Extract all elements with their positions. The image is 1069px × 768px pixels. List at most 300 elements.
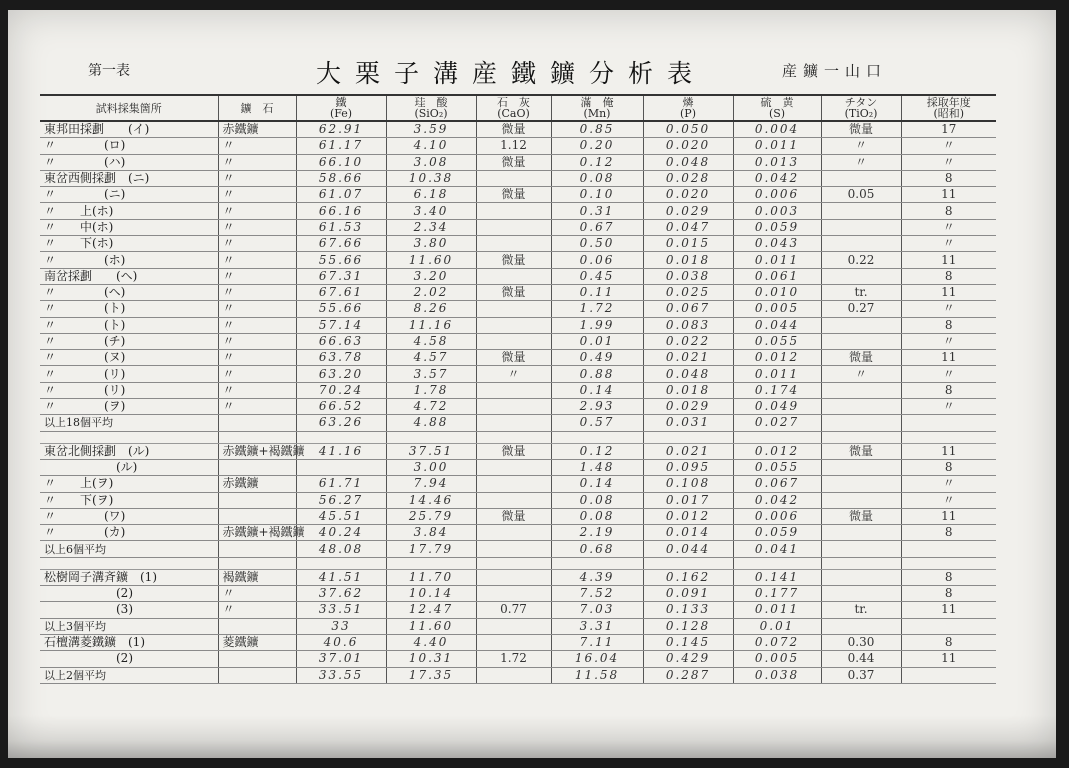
average-row bbox=[40, 667, 996, 683]
cell-s: 0.006 bbox=[733, 187, 821, 203]
cell-ore-type: 〃 bbox=[218, 138, 296, 154]
spacer-cell bbox=[296, 431, 386, 443]
cell-s: 0.072 bbox=[733, 634, 821, 650]
cell-ore-type bbox=[218, 618, 296, 634]
cell-mn: 11.58 bbox=[551, 667, 643, 683]
cell-p: 0.029 bbox=[643, 399, 733, 415]
cell-mn: 0.31 bbox=[551, 203, 643, 219]
cell-fe: 67.31 bbox=[296, 268, 386, 284]
cell-cao bbox=[476, 525, 551, 541]
cell-year: 11 bbox=[901, 443, 996, 459]
cell-year: 8 bbox=[901, 586, 996, 602]
cell-sample-location: 〃 上(ヲ) bbox=[40, 476, 218, 492]
column-header bbox=[296, 95, 386, 121]
cell-ore-type bbox=[218, 541, 296, 557]
cell-year: 〃 bbox=[901, 301, 996, 317]
spacer-cell bbox=[476, 431, 551, 443]
cell-sample-location: 松樹岡子溝斉鑛 (1) bbox=[40, 569, 218, 585]
cell-tio2: 微量 bbox=[821, 443, 901, 459]
cell-p: 0.162 bbox=[643, 569, 733, 585]
cell-p: 0.048 bbox=[643, 366, 733, 382]
table-row bbox=[40, 459, 996, 475]
table-row bbox=[40, 492, 996, 508]
cell-fe: 61.71 bbox=[296, 476, 386, 492]
cell-p: 0.021 bbox=[643, 350, 733, 366]
cell-p: 0.050 bbox=[643, 121, 733, 138]
cell-s: 0.005 bbox=[733, 651, 821, 667]
column-header-label: 珪 酸 bbox=[414, 96, 448, 109]
cell-year: 11 bbox=[901, 602, 996, 618]
spacer-cell bbox=[821, 431, 901, 443]
cell-mn: 0.08 bbox=[551, 492, 643, 508]
cell-year: 17 bbox=[901, 121, 996, 138]
table-row bbox=[40, 569, 996, 585]
cell-mn: 0.12 bbox=[551, 443, 643, 459]
cell-sample-location: 以上18個平均 bbox=[40, 415, 218, 431]
cell-cao bbox=[476, 268, 551, 284]
table-row bbox=[40, 301, 996, 317]
cell-year: 8 bbox=[901, 268, 996, 284]
cell-mn: 7.11 bbox=[551, 634, 643, 650]
table-row bbox=[40, 382, 996, 398]
cell-sio2: 4.10 bbox=[386, 138, 476, 154]
cell-year: 〃 bbox=[901, 476, 996, 492]
cell-fe: 66.10 bbox=[296, 154, 386, 170]
table-row-spacer bbox=[40, 557, 996, 569]
column-header-label: チタン bbox=[844, 96, 878, 109]
cell-p: 0.021 bbox=[643, 443, 733, 459]
cell-tio2: 〃 bbox=[821, 366, 901, 382]
cell-cao bbox=[476, 170, 551, 186]
cell-fe: 61.07 bbox=[296, 187, 386, 203]
cell-mn: 0.11 bbox=[551, 284, 643, 300]
cell-year: 8 bbox=[901, 203, 996, 219]
cell-sample-location: 〃 (ヲ) bbox=[40, 399, 218, 415]
table-row bbox=[40, 443, 996, 459]
cell-ore-type: 〃 bbox=[218, 366, 296, 382]
cell-sio2: 4.88 bbox=[386, 415, 476, 431]
cell-year: 〃 bbox=[901, 219, 996, 235]
column-header-label: 鑛 石 bbox=[240, 101, 274, 115]
page-subtitle: 産鑛一山口 bbox=[782, 62, 888, 80]
cell-s: 0.013 bbox=[733, 154, 821, 170]
cell-tio2 bbox=[821, 525, 901, 541]
cell-tio2 bbox=[821, 333, 901, 349]
cell-year: 〃 bbox=[901, 236, 996, 252]
column-header-formula: (CaO) bbox=[497, 107, 530, 120]
cell-cao bbox=[476, 333, 551, 349]
cell-sample-location: 〃 (ト) bbox=[40, 317, 218, 333]
cell-cao: 微量 bbox=[476, 508, 551, 524]
cell-sample-location: 以上3個平均 bbox=[40, 618, 218, 634]
table-row bbox=[40, 203, 996, 219]
cell-sio2: 17.35 bbox=[386, 667, 476, 683]
cell-ore-type: 赤鐵鑛 bbox=[218, 476, 296, 492]
cell-s: 0.177 bbox=[733, 586, 821, 602]
cell-s: 0.003 bbox=[733, 203, 821, 219]
cell-sio2: 14.46 bbox=[386, 492, 476, 508]
table-row-spacer bbox=[40, 431, 996, 443]
cell-fe: 48.08 bbox=[296, 541, 386, 557]
cell-sample-location: 東岔北側採劃 (ル) bbox=[40, 443, 218, 459]
spacer-cell bbox=[551, 431, 643, 443]
cell-ore-type: 〃 bbox=[218, 350, 296, 366]
cell-fe: 61.53 bbox=[296, 219, 386, 235]
cell-ore-type bbox=[218, 415, 296, 431]
cell-mn: 0.14 bbox=[551, 382, 643, 398]
cell-cao bbox=[476, 541, 551, 557]
spacer-cell bbox=[386, 431, 476, 443]
cell-mn: 0.88 bbox=[551, 366, 643, 382]
table-row bbox=[40, 317, 996, 333]
cell-p: 0.429 bbox=[643, 651, 733, 667]
cell-p: 0.083 bbox=[643, 317, 733, 333]
cell-tio2 bbox=[821, 219, 901, 235]
cell-p: 0.017 bbox=[643, 492, 733, 508]
cell-sio2: 3.40 bbox=[386, 203, 476, 219]
cell-fe: 56.27 bbox=[296, 492, 386, 508]
cell-mn: 0.06 bbox=[551, 252, 643, 268]
cell-s: 0.059 bbox=[733, 525, 821, 541]
cell-s: 0.043 bbox=[733, 236, 821, 252]
cell-sample-location: 〃 中(ホ) bbox=[40, 219, 218, 235]
cell-sio2: 3.59 bbox=[386, 121, 476, 138]
cell-tio2: tr. bbox=[821, 602, 901, 618]
cell-cao: 微量 bbox=[476, 187, 551, 203]
cell-sio2: 2.02 bbox=[386, 284, 476, 300]
cell-year: 11 bbox=[901, 187, 996, 203]
cell-ore-type: 〃 bbox=[218, 268, 296, 284]
cell-s: 0.011 bbox=[733, 138, 821, 154]
column-header-label: 燐 bbox=[682, 96, 694, 109]
cell-sample-location: (3) bbox=[40, 602, 218, 618]
average-row bbox=[40, 541, 996, 557]
cell-mn: 7.03 bbox=[551, 602, 643, 618]
cell-ore-type: 〃 bbox=[218, 317, 296, 333]
cell-p: 0.287 bbox=[643, 667, 733, 683]
cell-tio2 bbox=[821, 399, 901, 415]
cell-sample-location: (2) bbox=[40, 586, 218, 602]
cell-sample-location: 〃 (リ) bbox=[40, 366, 218, 382]
cell-ore-type: 〃 bbox=[218, 154, 296, 170]
average-row bbox=[40, 415, 996, 431]
table-row bbox=[40, 476, 996, 492]
column-header bbox=[386, 95, 476, 121]
cell-s: 0.012 bbox=[733, 443, 821, 459]
cell-tio2 bbox=[821, 382, 901, 398]
cell-mn: 7.52 bbox=[551, 586, 643, 602]
cell-sio2: 25.79 bbox=[386, 508, 476, 524]
cell-fe: 63.26 bbox=[296, 415, 386, 431]
cell-cao bbox=[476, 569, 551, 585]
cell-sio2: 4.72 bbox=[386, 399, 476, 415]
cell-s: 0.011 bbox=[733, 252, 821, 268]
spacer-cell bbox=[643, 431, 733, 443]
cell-ore-type: 赤鐵鑛+褐鐵鑛 bbox=[218, 525, 296, 541]
cell-cao bbox=[476, 459, 551, 475]
cell-sio2: 1.78 bbox=[386, 382, 476, 398]
cell-year: 〃 bbox=[901, 399, 996, 415]
spacer-cell bbox=[551, 557, 643, 569]
cell-s: 0.042 bbox=[733, 170, 821, 186]
cell-fe: 66.63 bbox=[296, 333, 386, 349]
cell-fe: 33 bbox=[296, 618, 386, 634]
cell-p: 0.128 bbox=[643, 618, 733, 634]
cell-sample-location: 〃 (リ) bbox=[40, 382, 218, 398]
spacer-cell bbox=[40, 431, 218, 443]
cell-s: 0.011 bbox=[733, 366, 821, 382]
cell-mn: 0.14 bbox=[551, 476, 643, 492]
cell-cao bbox=[476, 415, 551, 431]
cell-cao: 0.77 bbox=[476, 602, 551, 618]
cell-fe: 40.24 bbox=[296, 525, 386, 541]
cell-year: 11 bbox=[901, 350, 996, 366]
cell-fe: 58.66 bbox=[296, 170, 386, 186]
spacer-cell bbox=[218, 557, 296, 569]
cell-tio2: 〃 bbox=[821, 154, 901, 170]
cell-fe bbox=[296, 459, 386, 475]
cell-fe: 66.16 bbox=[296, 203, 386, 219]
spacer-cell bbox=[821, 557, 901, 569]
cell-ore-type: 〃 bbox=[218, 203, 296, 219]
column-header bbox=[821, 95, 901, 121]
table-row bbox=[40, 154, 996, 170]
cell-tio2: 0.27 bbox=[821, 301, 901, 317]
table-row bbox=[40, 138, 996, 154]
cell-fe: 63.78 bbox=[296, 350, 386, 366]
average-row bbox=[40, 618, 996, 634]
cell-tio2 bbox=[821, 203, 901, 219]
cell-s: 0.044 bbox=[733, 317, 821, 333]
cell-mn: 0.85 bbox=[551, 121, 643, 138]
cell-sample-location: 石檀溝菱鐵鑛 (1) bbox=[40, 634, 218, 650]
cell-sample-location: (ル) bbox=[40, 459, 218, 475]
cell-cao: 微量 bbox=[476, 121, 551, 138]
cell-sample-location: 〃 (カ) bbox=[40, 525, 218, 541]
cell-fe: 33.55 bbox=[296, 667, 386, 683]
cell-year bbox=[901, 415, 996, 431]
cell-tio2: 微量 bbox=[821, 508, 901, 524]
cell-sio2: 6.18 bbox=[386, 187, 476, 203]
cell-mn: 0.01 bbox=[551, 333, 643, 349]
cell-cao bbox=[476, 476, 551, 492]
cell-ore-type bbox=[218, 651, 296, 667]
cell-s: 0.011 bbox=[733, 602, 821, 618]
spacer-cell bbox=[476, 557, 551, 569]
cell-fe: 61.17 bbox=[296, 138, 386, 154]
cell-mn: 0.49 bbox=[551, 350, 643, 366]
column-header-formula: (SiO₂) bbox=[414, 107, 448, 120]
cell-sio2: 17.79 bbox=[386, 541, 476, 557]
table-row bbox=[40, 366, 996, 382]
table-number: 第一表 bbox=[88, 63, 130, 79]
cell-sio2: 3.57 bbox=[386, 366, 476, 382]
cell-s: 0.004 bbox=[733, 121, 821, 138]
cell-year: 11 bbox=[901, 284, 996, 300]
cell-s: 0.055 bbox=[733, 333, 821, 349]
cell-tio2: 0.22 bbox=[821, 252, 901, 268]
cell-fe: 41.16 bbox=[296, 443, 386, 459]
column-header-formula: (Fe) bbox=[329, 107, 353, 120]
cell-fe: 70.24 bbox=[296, 382, 386, 398]
cell-p: 0.145 bbox=[643, 634, 733, 650]
table-row bbox=[40, 602, 996, 618]
cell-year: 11 bbox=[901, 252, 996, 268]
cell-fe: 63.20 bbox=[296, 366, 386, 382]
cell-year: 8 bbox=[901, 634, 996, 650]
cell-sample-location: 以上2個平均 bbox=[40, 667, 218, 683]
cell-fe: 45.51 bbox=[296, 508, 386, 524]
cell-ore-type: 〃 bbox=[218, 586, 296, 602]
cell-ore-type: 〃 bbox=[218, 219, 296, 235]
table-row bbox=[40, 525, 996, 541]
cell-sample-location: 〃 上(ホ) bbox=[40, 203, 218, 219]
cell-cao: 微量 bbox=[476, 252, 551, 268]
table-row bbox=[40, 508, 996, 524]
cell-sio2: 3.20 bbox=[386, 268, 476, 284]
cell-cao: 微量 bbox=[476, 350, 551, 366]
cell-sio2: 2.34 bbox=[386, 219, 476, 235]
cell-sio2: 4.58 bbox=[386, 333, 476, 349]
table-row bbox=[40, 236, 996, 252]
table-row bbox=[40, 634, 996, 650]
cell-s: 0.174 bbox=[733, 382, 821, 398]
cell-tio2: 〃 bbox=[821, 138, 901, 154]
cell-tio2: 微量 bbox=[821, 121, 901, 138]
cell-year: 〃 bbox=[901, 154, 996, 170]
cell-s: 0.059 bbox=[733, 219, 821, 235]
cell-sample-location: 東岔西側採劃 (ニ) bbox=[40, 170, 218, 186]
cell-year bbox=[901, 618, 996, 634]
cell-sample-location: 〃 下(ヲ) bbox=[40, 492, 218, 508]
cell-mn: 0.12 bbox=[551, 154, 643, 170]
cell-year: 11 bbox=[901, 508, 996, 524]
cell-sio2: 11.60 bbox=[386, 618, 476, 634]
cell-p: 0.133 bbox=[643, 602, 733, 618]
spacer-cell bbox=[40, 557, 218, 569]
cell-mn: 1.72 bbox=[551, 301, 643, 317]
cell-p: 0.048 bbox=[643, 154, 733, 170]
cell-s: 0.038 bbox=[733, 667, 821, 683]
cell-year: 8 bbox=[901, 317, 996, 333]
cell-tio2 bbox=[821, 236, 901, 252]
cell-mn: 4.39 bbox=[551, 569, 643, 585]
column-header bbox=[40, 95, 218, 121]
table-row bbox=[40, 187, 996, 203]
cell-s: 0.012 bbox=[733, 350, 821, 366]
cell-cao bbox=[476, 492, 551, 508]
cell-mn: 0.08 bbox=[551, 170, 643, 186]
table-row bbox=[40, 333, 996, 349]
spacer-cell bbox=[386, 557, 476, 569]
cell-p: 0.028 bbox=[643, 170, 733, 186]
table-row bbox=[40, 284, 996, 300]
cell-sio2: 37.51 bbox=[386, 443, 476, 459]
cell-fe: 37.01 bbox=[296, 651, 386, 667]
cell-fe: 62.91 bbox=[296, 121, 386, 138]
cell-year bbox=[901, 667, 996, 683]
column-header-label: 鐵 bbox=[335, 96, 347, 109]
cell-year: 〃 bbox=[901, 492, 996, 508]
cell-tio2 bbox=[821, 476, 901, 492]
cell-s: 0.061 bbox=[733, 268, 821, 284]
cell-ore-type: 〃 bbox=[218, 333, 296, 349]
cell-ore-type: 〃 bbox=[218, 170, 296, 186]
spacer-cell bbox=[643, 557, 733, 569]
cell-p: 0.108 bbox=[643, 476, 733, 492]
cell-p: 0.095 bbox=[643, 459, 733, 475]
page-edge-shadow bbox=[8, 715, 1056, 758]
cell-sample-location: 〃 (ニ) bbox=[40, 187, 218, 203]
cell-sio2: 3.80 bbox=[386, 236, 476, 252]
table-row bbox=[40, 170, 996, 186]
cell-tio2: 0.05 bbox=[821, 187, 901, 203]
cell-s: 0.049 bbox=[733, 399, 821, 415]
cell-p: 0.067 bbox=[643, 301, 733, 317]
cell-sample-location: 〃 (ロ) bbox=[40, 138, 218, 154]
cell-p: 0.022 bbox=[643, 333, 733, 349]
column-header-formula: (Mn) bbox=[583, 107, 611, 120]
cell-sio2: 11.70 bbox=[386, 569, 476, 585]
cell-ore-type: 〃 bbox=[218, 382, 296, 398]
cell-sio2: 8.26 bbox=[386, 301, 476, 317]
cell-s: 0.141 bbox=[733, 569, 821, 585]
cell-sio2: 3.84 bbox=[386, 525, 476, 541]
cell-mn: 0.08 bbox=[551, 508, 643, 524]
column-header-label: 滿 俺 bbox=[580, 96, 614, 109]
cell-ore-type: 〃 bbox=[218, 284, 296, 300]
column-header bbox=[551, 95, 643, 121]
cell-p: 0.012 bbox=[643, 508, 733, 524]
cell-tio2 bbox=[821, 170, 901, 186]
cell-ore-type: 褐鐵鑛 bbox=[218, 569, 296, 585]
cell-fe: 57.14 bbox=[296, 317, 386, 333]
cell-fe: 41.51 bbox=[296, 569, 386, 585]
cell-sample-location: 〃 (ヌ) bbox=[40, 350, 218, 366]
cell-tio2: 0.44 bbox=[821, 651, 901, 667]
column-header bbox=[218, 95, 296, 121]
cell-tio2: 微量 bbox=[821, 350, 901, 366]
spacer-cell bbox=[733, 431, 821, 443]
column-header bbox=[643, 95, 733, 121]
cell-s: 0.067 bbox=[733, 476, 821, 492]
cell-cao: 1.72 bbox=[476, 651, 551, 667]
table-row bbox=[40, 586, 996, 602]
cell-p: 0.029 bbox=[643, 203, 733, 219]
cell-sample-location: 〃 (ワ) bbox=[40, 508, 218, 524]
cell-mn: 2.19 bbox=[551, 525, 643, 541]
cell-tio2 bbox=[821, 618, 901, 634]
cell-cao: 1.12 bbox=[476, 138, 551, 154]
cell-sample-location: 〃 下(ホ) bbox=[40, 236, 218, 252]
cell-sample-location: 〃 (チ) bbox=[40, 333, 218, 349]
cell-p: 0.018 bbox=[643, 382, 733, 398]
cell-cao: 微量 bbox=[476, 284, 551, 300]
cell-ore-type bbox=[218, 667, 296, 683]
cell-sio2: 4.57 bbox=[386, 350, 476, 366]
cell-mn: 0.67 bbox=[551, 219, 643, 235]
cell-year bbox=[901, 541, 996, 557]
cell-ore-type: 菱鐵鑛 bbox=[218, 634, 296, 650]
cell-fe: 55.66 bbox=[296, 301, 386, 317]
cell-ore-type: 〃 bbox=[218, 236, 296, 252]
cell-mn: 0.10 bbox=[551, 187, 643, 203]
cell-sio2: 4.40 bbox=[386, 634, 476, 650]
cell-sample-location: 〃 (ホ) bbox=[40, 252, 218, 268]
cell-mn: 1.48 bbox=[551, 459, 643, 475]
cell-s: 0.055 bbox=[733, 459, 821, 475]
cell-sio2: 7.94 bbox=[386, 476, 476, 492]
